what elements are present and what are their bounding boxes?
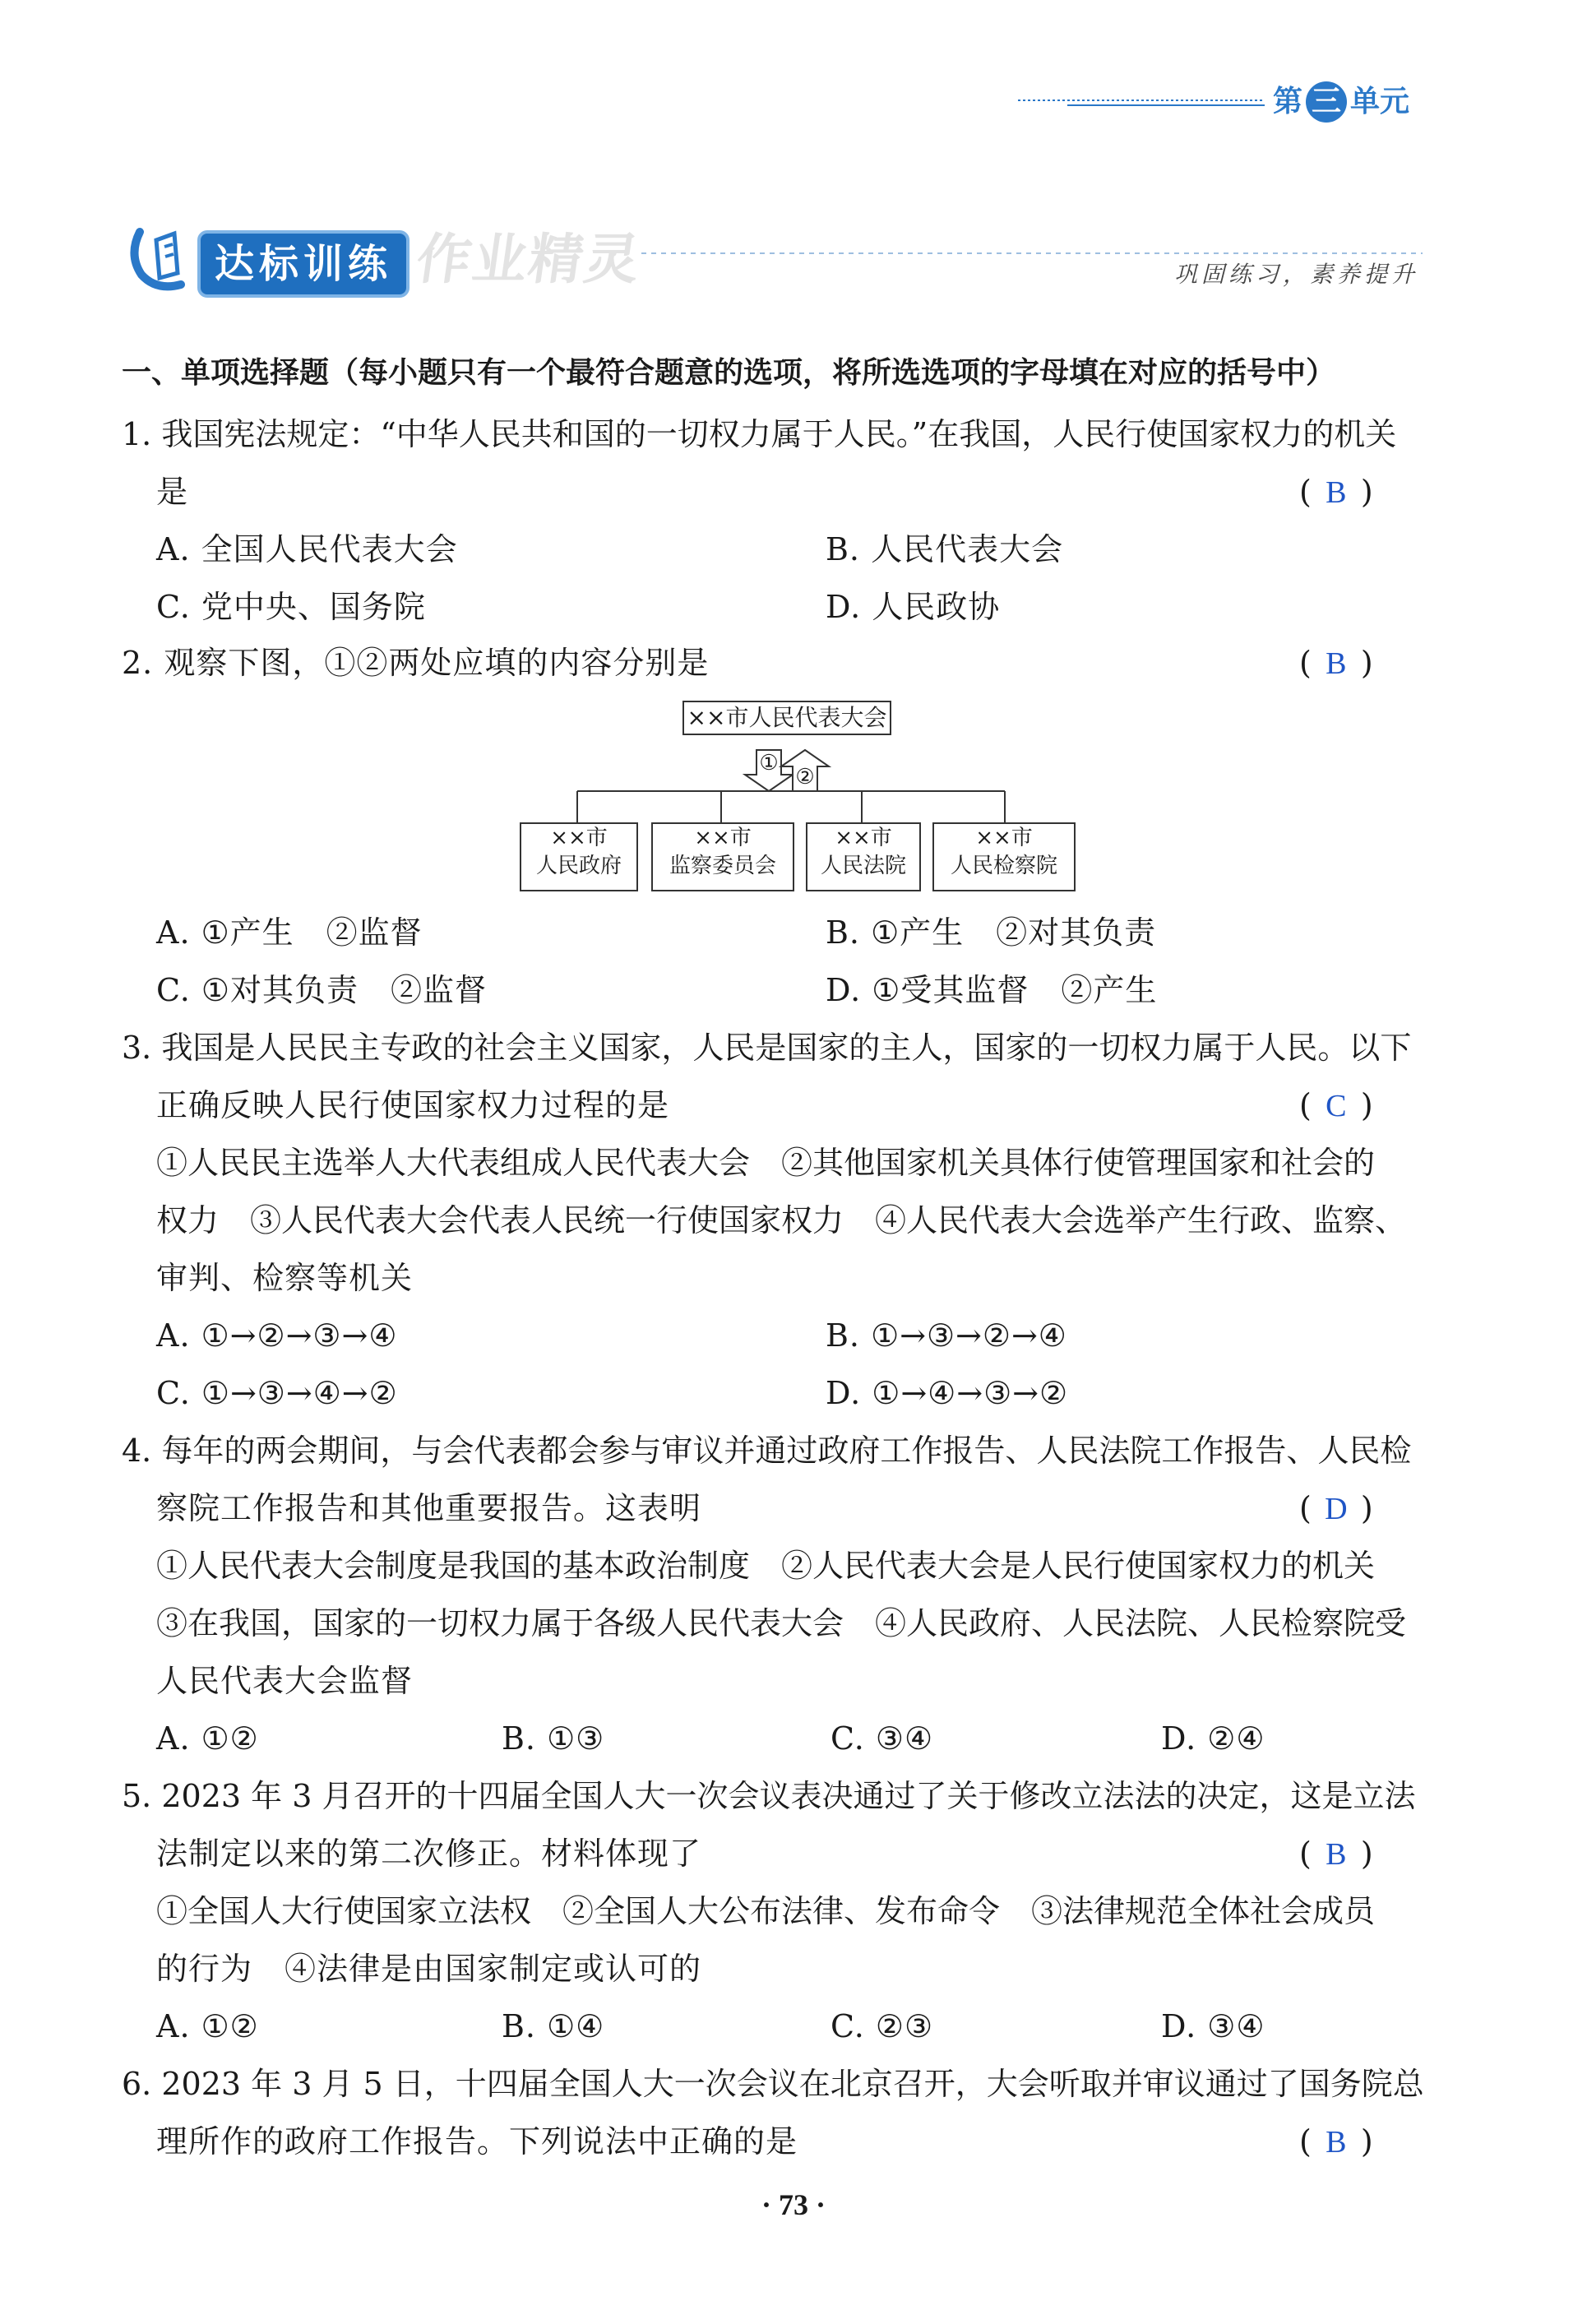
diagram-box-government xyxy=(520,822,638,891)
q4-option-c: C. ③④ xyxy=(831,1720,934,1757)
section-heading: 一、单项选择题（每小题只有一个最符合题意的选项，将所选选项的字母填在对应的括号中） xyxy=(122,356,1336,390)
diagram-box-government-line2: 人民政府 xyxy=(535,854,622,878)
diagram-box-supervision-line1: ××市 xyxy=(694,826,752,850)
q3-stem-line2: 正确反映人民行使国家权力过程的是 xyxy=(156,1087,670,1123)
q4-option-d: D. ②④ xyxy=(1161,1720,1265,1757)
q4-statement-line2: ③在我国，国家的一切权力属于各级人民代表大会 ④人民政府、人民法院、人民检察院受 xyxy=(156,1605,1407,1641)
q5-stem-line1: 5. 2023 年 3 月召开的十四届全国人大一次会议表决通过了关于修改立法法的决定，这是立法 xyxy=(122,1778,1416,1814)
diagram-box-government-line1: ××市 xyxy=(550,826,608,850)
q1-option-c: C. 党中央、国务院 xyxy=(156,589,426,625)
q2-option-b: B. ①产生 ②对其负责 xyxy=(826,914,1157,951)
diagram-box-court-line1: ××市 xyxy=(835,826,892,850)
q5-option-c: C. ②③ xyxy=(831,2008,934,2044)
q3-stem-line1: 3. 我国是人民民主专政的社会主义国家，人民是国家的主人，国家的一切权力属于人民。以下 xyxy=(122,1030,1412,1066)
q3-statement-line2: 权力 ③人民代表大会代表人民统一行使国家权力 ④人民代表大会选举产生行政、监察、 xyxy=(156,1202,1407,1238)
q6-answer: ( B ) xyxy=(1299,2123,1373,2160)
diagram-arrow-down-label: ① xyxy=(759,751,779,775)
header-rule xyxy=(1018,97,1265,109)
diagram-arrow-up-label: ② xyxy=(795,765,815,789)
q6-answer-letter: B xyxy=(1326,2125,1347,2160)
q4-statement-line3: 人民代表大会监督 xyxy=(156,1663,414,1699)
q5-statement-line1: ①全国人大行使国家立法权 ②全国人大公布法律、发布命令 ③法律规范全体社会成员 xyxy=(156,1893,1376,1929)
q5-option-d: D. ③④ xyxy=(1161,2008,1265,2044)
q3-answer-letter: C xyxy=(1326,1089,1347,1123)
diagram-box-court xyxy=(806,822,921,891)
banner-icon xyxy=(123,215,202,294)
q2-option-c: C. ①对其负责 ②监督 xyxy=(156,972,487,1008)
q3-option-d: D. ①→④→③→② xyxy=(826,1375,1069,1411)
diagram xyxy=(518,699,1077,896)
diagram-box-court-line2: 人民法院 xyxy=(820,854,906,878)
banner-watermark: 作业精灵 xyxy=(412,228,645,291)
q1-option-b: B. 人民代表大会 xyxy=(826,531,1064,567)
q2-answer-letter: B xyxy=(1326,646,1347,681)
diagram-box-procuratorate xyxy=(932,822,1076,891)
q5-option-b: B. ①④ xyxy=(502,2008,605,2044)
q4-stem-line1: 4. 每年的两会期间，与会代表都会参与审议并通过政府工作报告、人民法院工作报告、人民检 xyxy=(122,1433,1412,1469)
q3-statement-line3: 审判、检察等机关 xyxy=(156,1260,414,1296)
q5-stem-line2: 法制定以来的第二次修正。材料体现了 xyxy=(156,1836,702,1872)
q4-statement-line1: ①人民代表大会制度是我国的基本政治制度 ②人民代表大会是人民行使国家权力的机关 xyxy=(156,1548,1376,1584)
unit-number-badge: 三 xyxy=(1306,81,1347,123)
q5-answer: ( B ) xyxy=(1299,1836,1373,1872)
q5-option-a: A. ①② xyxy=(156,2008,259,2044)
diagram-box-procuratorate-line1: ××市 xyxy=(975,826,1033,850)
diagram-top-box: ××市人民代表大会 xyxy=(682,701,891,735)
q5-answer-letter: B xyxy=(1326,1837,1347,1872)
q3-option-a: A. ①→②→③→④ xyxy=(156,1317,398,1354)
page-number: · 73 · xyxy=(761,2188,826,2221)
unit-prefix: 第 xyxy=(1273,85,1303,118)
q1-option-d: D. 人民政协 xyxy=(826,589,1001,625)
q4-option-a: A. ①② xyxy=(156,1720,259,1757)
q3-option-b: B. ①→③→②→④ xyxy=(826,1317,1067,1354)
q2-option-d: D. ①受其监督 ②产生 xyxy=(826,972,1158,1008)
unit-label xyxy=(1273,81,1409,123)
q1-stem-line1: 1. 我国宪法规定：“中华人民共和国的一切权力属于人民。”在我国，人民行使国家权力的机关 xyxy=(122,416,1397,452)
diagram-box-procuratorate-line2: 人民检察院 xyxy=(950,854,1057,878)
q4-answer-letter: D xyxy=(1325,1492,1348,1526)
q4-option-b: B. ①③ xyxy=(502,1720,605,1757)
q1-option-a: A. 全国人民代表大会 xyxy=(156,531,458,567)
q2-stem-line1: 2. 观察下图，①②两处应填的内容分别是 xyxy=(122,645,710,681)
q3-statement-line1: ①人民民主选举人大代表组成人民代表大会 ②其他国家机关具体行使管理国家和社会的 xyxy=(156,1145,1376,1181)
q6-stem-line2: 理所作的政府工作报告。下列说法中正确的是 xyxy=(156,2123,798,2160)
q3-option-c: C. ①→③→④→② xyxy=(156,1375,398,1411)
q1-answer: ( B ) xyxy=(1299,474,1373,510)
unit-suffix: 单元 xyxy=(1350,85,1410,118)
q5-statement-line2: 的行为 ④法律是由国家制定或认可的 xyxy=(156,1951,702,1987)
q2-option-a: A. ①产生 ②监督 xyxy=(156,914,423,951)
q4-answer: ( D ) xyxy=(1299,1490,1373,1526)
q3-answer: ( C ) xyxy=(1299,1087,1373,1123)
q4-stem-line2: 察院工作报告和其他重要报告。这表明 xyxy=(156,1490,702,1526)
banner-tagline: 巩固练习，素养提升 xyxy=(1174,261,1419,288)
diagram-box-supervision-line2: 监察委员会 xyxy=(669,854,776,878)
banner-dashed-rule xyxy=(641,243,1423,248)
q2-answer: ( B ) xyxy=(1299,645,1373,681)
q6-stem-line1: 6. 2023 年 3 月 5 日，十四届全国人大一次会议在北京召开，大会听取并审议通过了国务院总 xyxy=(122,2066,1424,2102)
diagram-box-supervision xyxy=(651,822,794,891)
q1-answer-letter: B xyxy=(1326,475,1347,510)
banner-title: 达标训练 xyxy=(197,230,409,298)
q1-stem-line2: 是 xyxy=(156,474,189,510)
